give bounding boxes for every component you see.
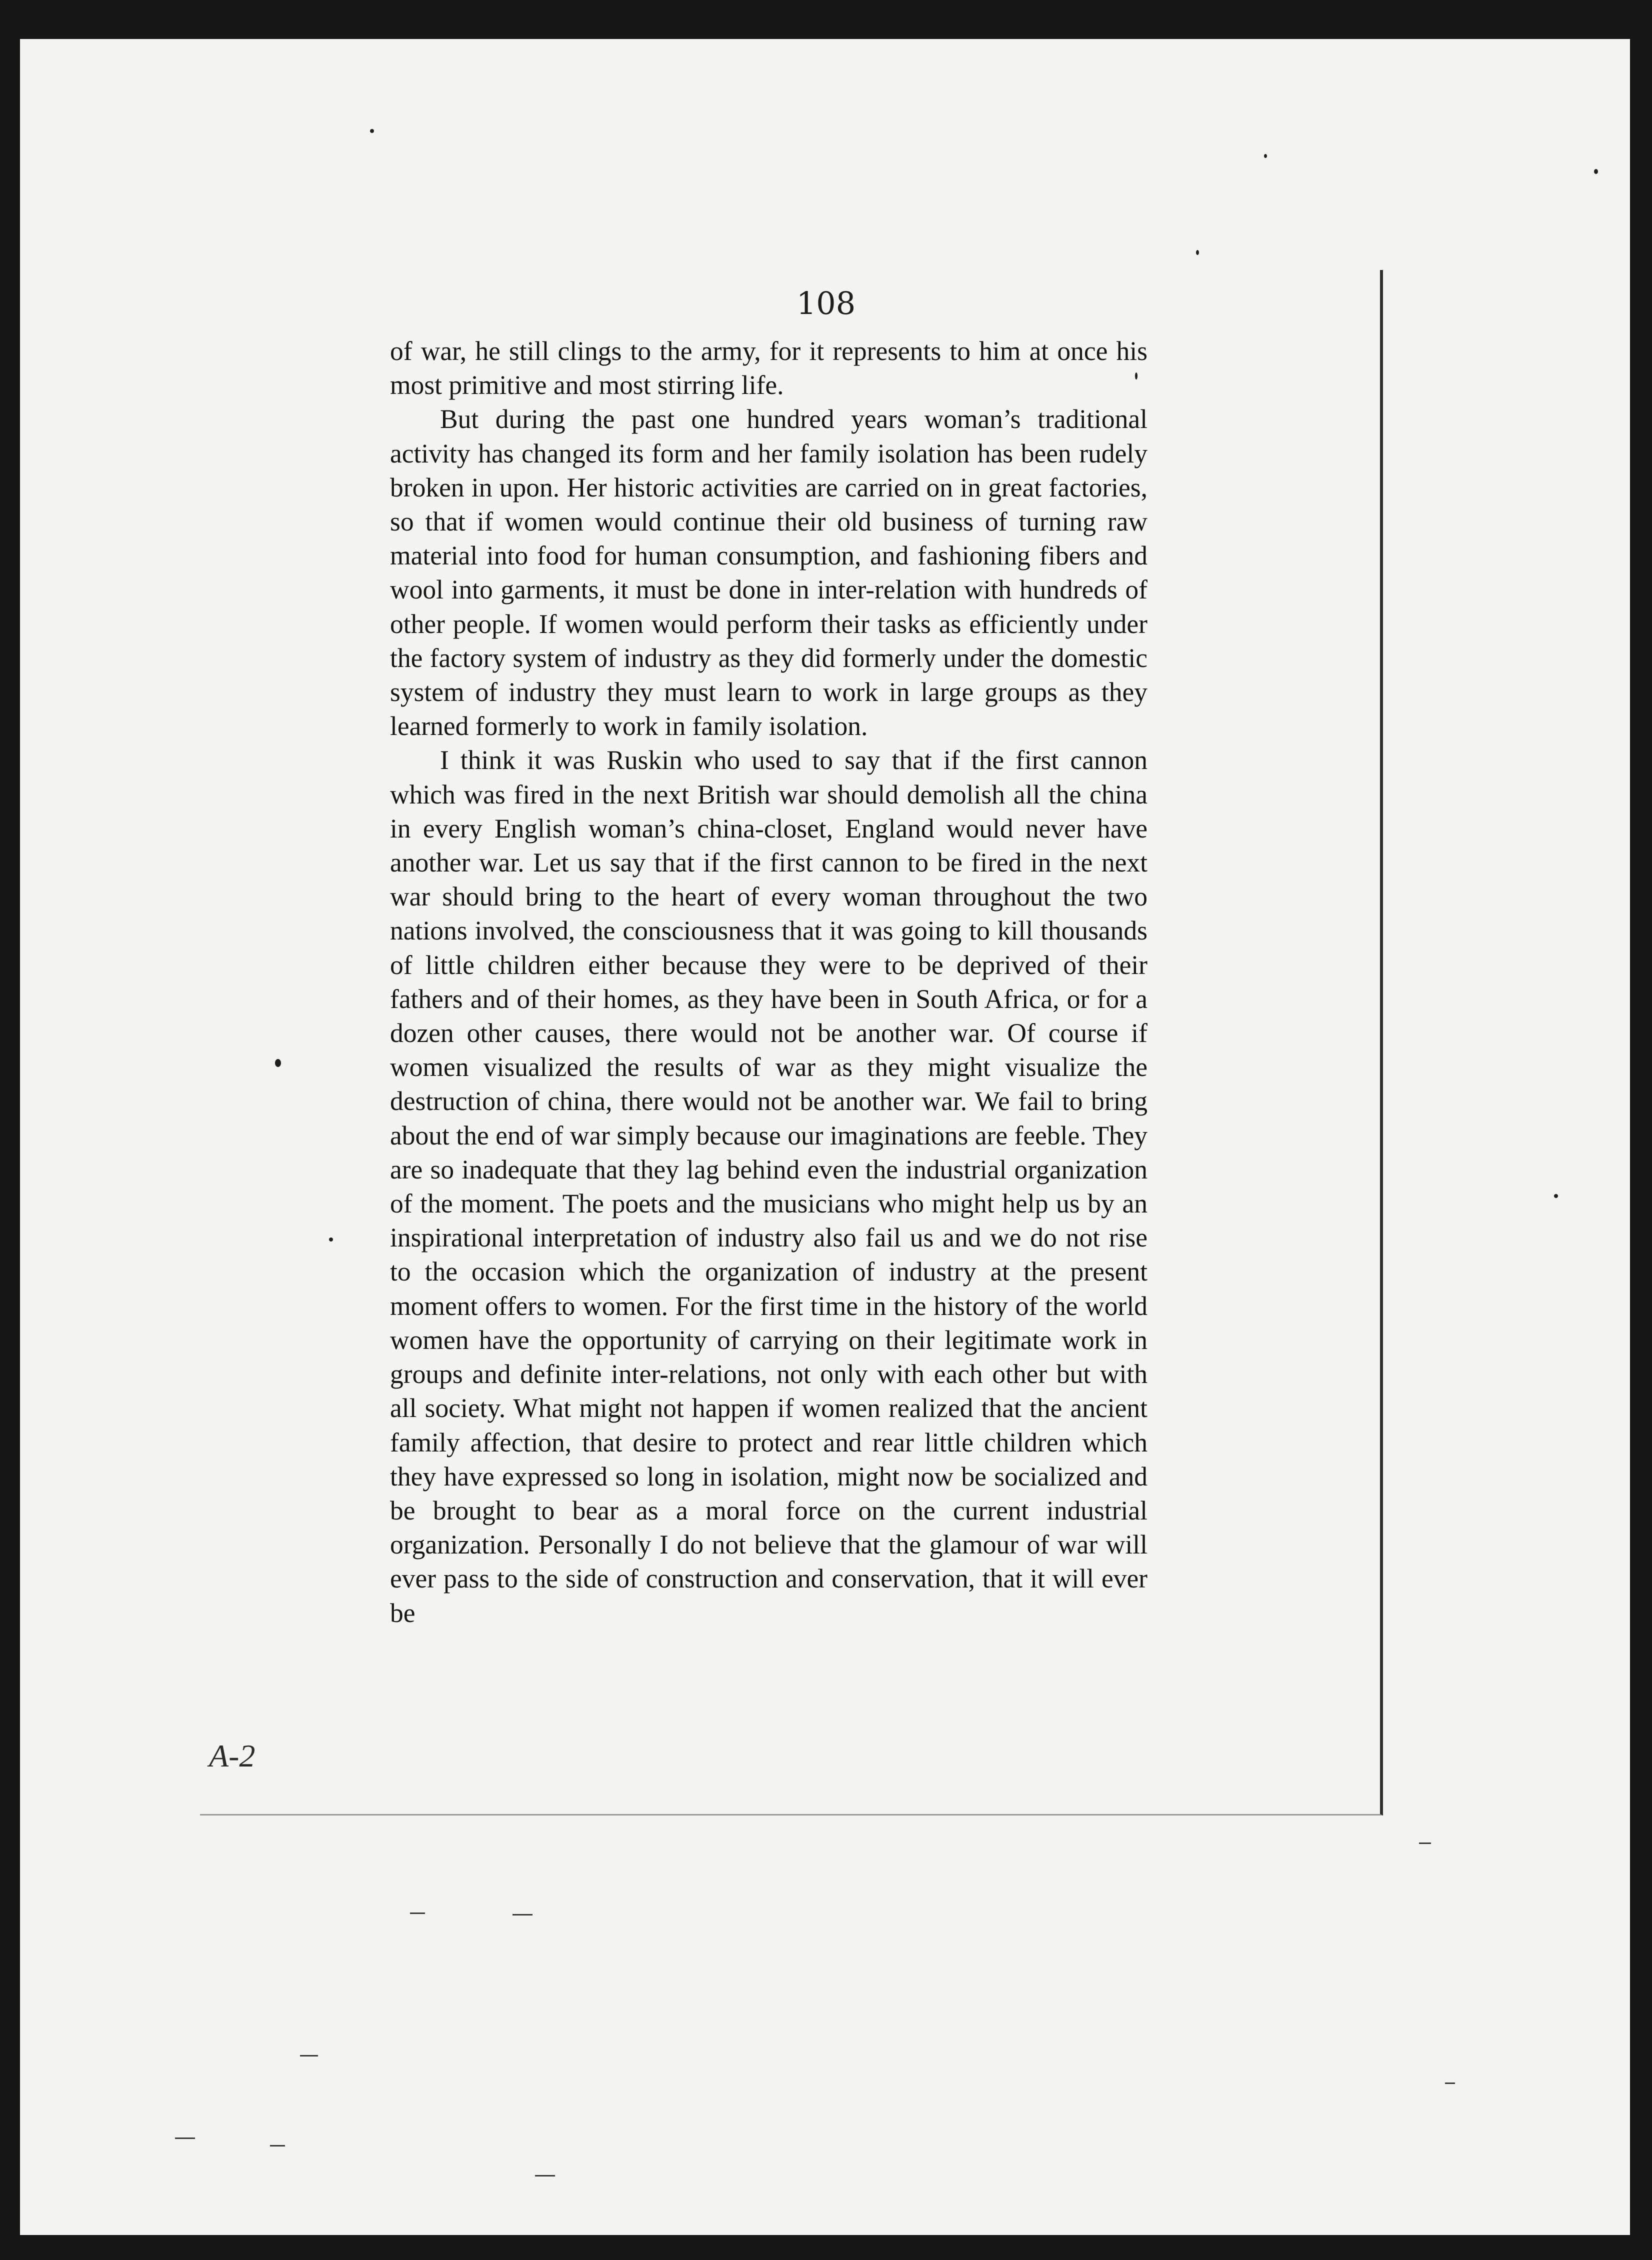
paragraph-continuation: of war, he still clings to the army, for it represents to him at once his most primitive and most stirring life. <box>390 336 1148 400</box>
scan-speck <box>1135 372 1138 380</box>
scan-mark <box>1419 1842 1431 1844</box>
handwritten-margin-note: A-2 <box>209 1738 256 1774</box>
scan-mark <box>175 2138 195 2139</box>
scan-mark <box>1445 2082 1455 2084</box>
scan-speck <box>1264 154 1267 158</box>
scan-mark <box>512 1914 532 1916</box>
scan-speck <box>275 1059 281 1067</box>
scan-mark <box>410 1912 425 1914</box>
page-number: 108 <box>796 285 856 322</box>
scan-speck <box>1594 169 1598 174</box>
paragraph-ruskin: I think it was Ruskin who used to say that if the first cannon which was fired in the next British war should demolish all the china in every English woman’s china-closet, England would never have another war. Let us say that if the first cannon to be fired in the next war should bring to the heart of every woman throughout the two nations involved, the consciousness that it was going to kill thousands of little children either because they were to be deprived of their fathers and of their homes, as they have been in South Africa, or for a dozen other causes, there would not be another war. Of course if women visualized the results of war as they might visualize the destruction of china, there would not be another war. We fail to bring about the end of war simply because our imaginations are feeble. They are so inadequate that they lag behind even the industrial organization of the moment. The poets and the musicians who might help us by an inspirational interpretation of industry also fail us and we do not rise to the occasion which the organization of industry at the present moment offers to women. For the first time in the history of the world women have the opportunity of carrying on their legitimate work in groups and definite inter-relations, not only with each other but with all society. What might not happen if women realized that the ancient family affection, that desire to protect and rear little children which they have expressed so long in isolation, might now be socialized and be brought to bear as a moral force on the current industrial organization. Personally I do not believe that the glamour of war will ever pass to the side of construction and conservation, that it will ever be <box>390 745 1148 1628</box>
scan-mark <box>270 2145 285 2146</box>
scan-mark <box>300 2055 318 2056</box>
scan-speck <box>1554 1194 1558 1198</box>
scan-speck <box>370 129 374 133</box>
paragraph-woman-activity: But during the past one hundred years woman’s traditional activity has changed its form and her family isolation has been rudely broken in upon. Her historic activities are carried on in great factories, so that if women would continue their old business of turning raw material into food for human consumption, and fashioning fibers and wool into garments, it must be done in inter-relation with hundreds of other people. If women would perform their tasks as efficiently under the factory system of industry as they did formerly under the domestic system of industry they must learn to work in large groups as they learned formerly to work in family isolation. <box>390 404 1148 742</box>
scan-speck <box>1196 250 1199 255</box>
scan-speck <box>329 1238 333 1242</box>
scan-mark <box>535 2175 555 2176</box>
body-text <box>390 334 1148 1630</box>
